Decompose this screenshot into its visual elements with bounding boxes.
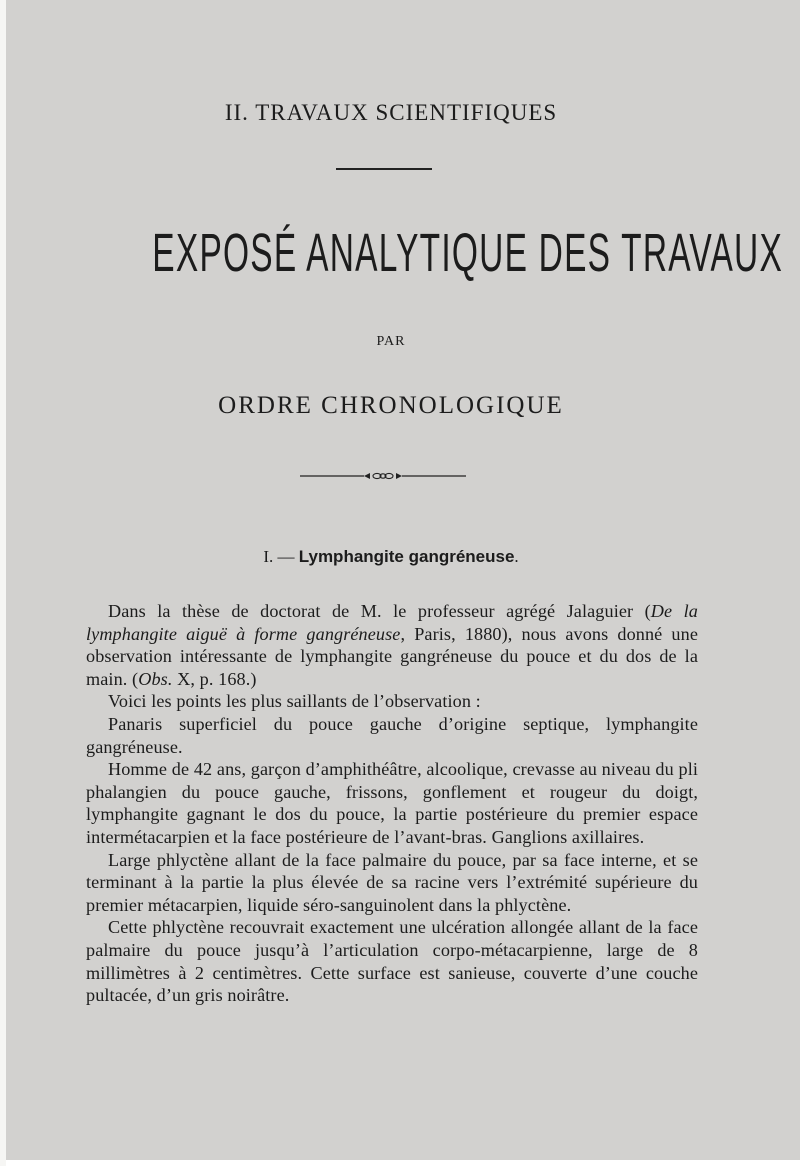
- section-heading: II. TRAVAUX SCIENTIFIQUES: [224, 100, 558, 125]
- paragraph-text: X, p. 168.): [172, 668, 257, 689]
- paragraph: [86, 600, 698, 690]
- paragraph-text: , Paris, 1880), nous avons donné une observation intéressante de lymphangite gangréneuse du pouce et du dos de la main. (: [86, 623, 698, 689]
- paragraph: Large phlyctène allant de la face palmaire du pouce, par sa face interne, et se terminant à la partie la plus élevée de sa racine vers l’extrémité supérieure du premier métacarpien, liquide séro-sanguinolent dans la phlyctène.: [86, 849, 698, 915]
- body-text: [86, 600, 698, 1007]
- paragraph: Voici les points les plus saillants de l’observation :: [108, 691, 481, 712]
- page-subtitle: ORDRE CHRONOLOGIQUE: [218, 392, 564, 419]
- chapter-title: Lymphangite gangréneuse: [298, 547, 515, 566]
- title-rule: [336, 168, 432, 170]
- page-title: EXPOSÉ ANALYTIQUE DES TRAVAUX: [152, 223, 784, 283]
- by-line: PAR: [376, 334, 406, 349]
- chapter-heading: [6, 547, 776, 567]
- chapter-number: I. —: [263, 547, 299, 566]
- chapter-period: .: [514, 547, 519, 566]
- scroll-ornament-icon: [300, 468, 466, 484]
- observation-abbrev: Obs.: [138, 668, 173, 689]
- document-page: [6, 0, 800, 1160]
- paragraph: Homme de 42 ans, garçon d’amphithéâtre, alcoolique, crevasse au niveau du pli phalangien du pouce gauche, frissons, gonflement et rougeur du doigt, lymphangite gagnant le dos du pouce, la partie postérieure du premier espace intermétacarpien et la face postérieure de l’avant-bras. Ganglions axillaires.: [86, 759, 698, 847]
- paragraph-text: Dans la thèse de doctorat de M. le professeur agrégé Jalaguier (: [108, 601, 651, 621]
- paragraph: Cette phlyctène recouvrait exactement une ulcération allongée allant de la face palmaire du pouce jusqu’à l’articulation corpo-métacarpienne, large de 8 millimètres à 2 centimètres. Cette surface est sanieuse, couverte d’une couche pultacée, d’un gris noirâtre.: [86, 917, 698, 1006]
- paragraph: Panaris superficiel du pouce gauche d’origine septique, lymphangite gangréneuse.: [86, 713, 698, 757]
- thesis-title: De la lymphangite aiguë à forme gangréneuse: [86, 601, 698, 644]
